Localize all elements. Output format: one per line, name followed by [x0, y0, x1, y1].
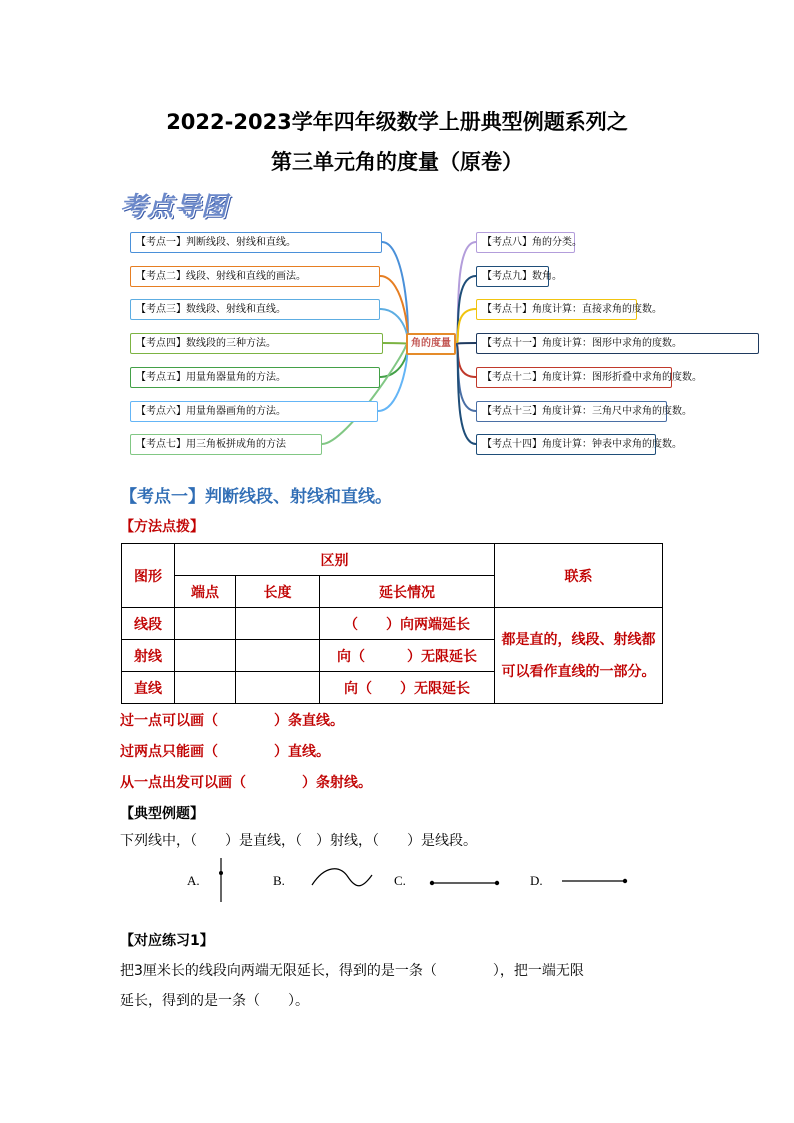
- option-b-label: B.: [273, 873, 285, 888]
- fact-line: 过一点可以画（ ）条直线。: [120, 713, 344, 729]
- mindmap-right-node: 【考点八】角的分类。: [476, 232, 575, 253]
- mindmap-right-node: 【考点十四】角度计算：钟表中求角的度数。: [476, 434, 656, 455]
- mindmap-right-node: 【考点十二】角度计算：图形折叠中求角的度数。: [476, 367, 672, 388]
- mindmap-left-connector: [380, 309, 408, 344]
- practice-line2: 延长，得到的是一条（ ）。: [120, 993, 309, 1009]
- example-label: 【典型例题】: [120, 806, 204, 822]
- mindmap-right-node: 【考点九】数角。: [476, 266, 549, 287]
- fact-line: 过两点只能画（ ）直线。: [120, 744, 330, 760]
- mindmap-center: 角的度量: [406, 333, 456, 355]
- fact-line: 从一点出发可以画（ ）条射线。: [120, 775, 372, 791]
- row-name: 射线: [122, 640, 175, 672]
- option-c-label: C.: [394, 873, 406, 888]
- option-figures: [0, 855, 794, 905]
- mindmap-left-connector: [383, 343, 408, 344]
- title-line1: 2022-2023学年四年级数学上册典型例题系列之: [166, 110, 628, 134]
- mindmap-left-node: 【考点四】数线段的三种方法。: [130, 333, 383, 354]
- mindmap-left-connector: [322, 344, 406, 444]
- mindmap-left-connector: [382, 242, 408, 344]
- mindmap-left-node: 【考点三】数线段、射线和直线。: [130, 299, 380, 320]
- header-extension: 延长情况: [320, 576, 495, 608]
- cell-extension: （ ）向两端延长: [320, 608, 495, 640]
- cell-extension: 向（ ）无限延长: [320, 640, 495, 672]
- mindmap-left-node: 【考点七】用三角板拼成角的方法: [130, 434, 322, 455]
- cell-length: [236, 640, 320, 672]
- header-endpoint: 端点: [175, 576, 236, 608]
- comparison-table: [121, 543, 663, 704]
- cell-endpoint: [175, 672, 236, 704]
- cell-endpoint: [175, 608, 236, 640]
- mindmap-right-connector: [456, 343, 476, 344]
- practice-label: 【对应练习1】: [120, 933, 214, 949]
- header-length: 长度: [236, 576, 320, 608]
- cell-extension: 向（ ）无限延长: [320, 672, 495, 704]
- method-label: 【方法点拨】: [120, 519, 204, 535]
- cell-endpoint: [175, 640, 236, 672]
- cell-length: [236, 672, 320, 704]
- title-line2: 第三单元角的度量（原卷）: [271, 150, 523, 174]
- practice-line1: 把3厘米长的线段向两端无限延长，得到的是一条（ ），把一端无限: [120, 963, 584, 979]
- option-a-figure: [219, 858, 223, 902]
- mindmap-connectors: [0, 0, 794, 470]
- option-d-label: D.: [530, 873, 543, 888]
- option-b-figure: [312, 869, 372, 886]
- mindmap-banner: 考点导图: [120, 192, 229, 222]
- mindmap-left-node: 【考点一】判断线段、射线和直线。: [130, 232, 382, 253]
- header-diff: 区别: [175, 544, 495, 576]
- option-d-figure: [562, 879, 627, 883]
- option-c-figure: [430, 881, 499, 885]
- mindmap-left-node: 【考点五】用量角器量角的方法。: [130, 367, 380, 388]
- row-name: 线段: [122, 608, 175, 640]
- header-relation: 联系: [495, 544, 663, 608]
- mindmap-left-node: 【考点二】线段、射线和直线的画法。: [130, 266, 380, 287]
- cell-relation: 都是直的，线段、射线都可以看作直线的一部分。: [495, 608, 663, 704]
- section-heading: 【考点一】判断线段、射线和直线。: [120, 487, 392, 507]
- example-question: 下列线中，（ ）是直线，（ ）射线，（ ）是线段。: [120, 833, 477, 849]
- option-a-label: A.: [187, 873, 200, 888]
- mindmap-right-node: 【考点十一】角度计算：图形中求角的度数。: [476, 333, 759, 354]
- mindmap-right-node: 【考点十】角度计算：直接求角的度数。: [476, 299, 637, 320]
- cell-length: [236, 608, 320, 640]
- header-shape: 图形: [122, 544, 175, 608]
- row-name: 直线: [122, 672, 175, 704]
- mindmap-left-node: 【考点六】用量角器画角的方法。: [130, 401, 378, 422]
- mindmap-right-node: 【考点十三】角度计算：三角尺中求角的度数。: [476, 401, 667, 422]
